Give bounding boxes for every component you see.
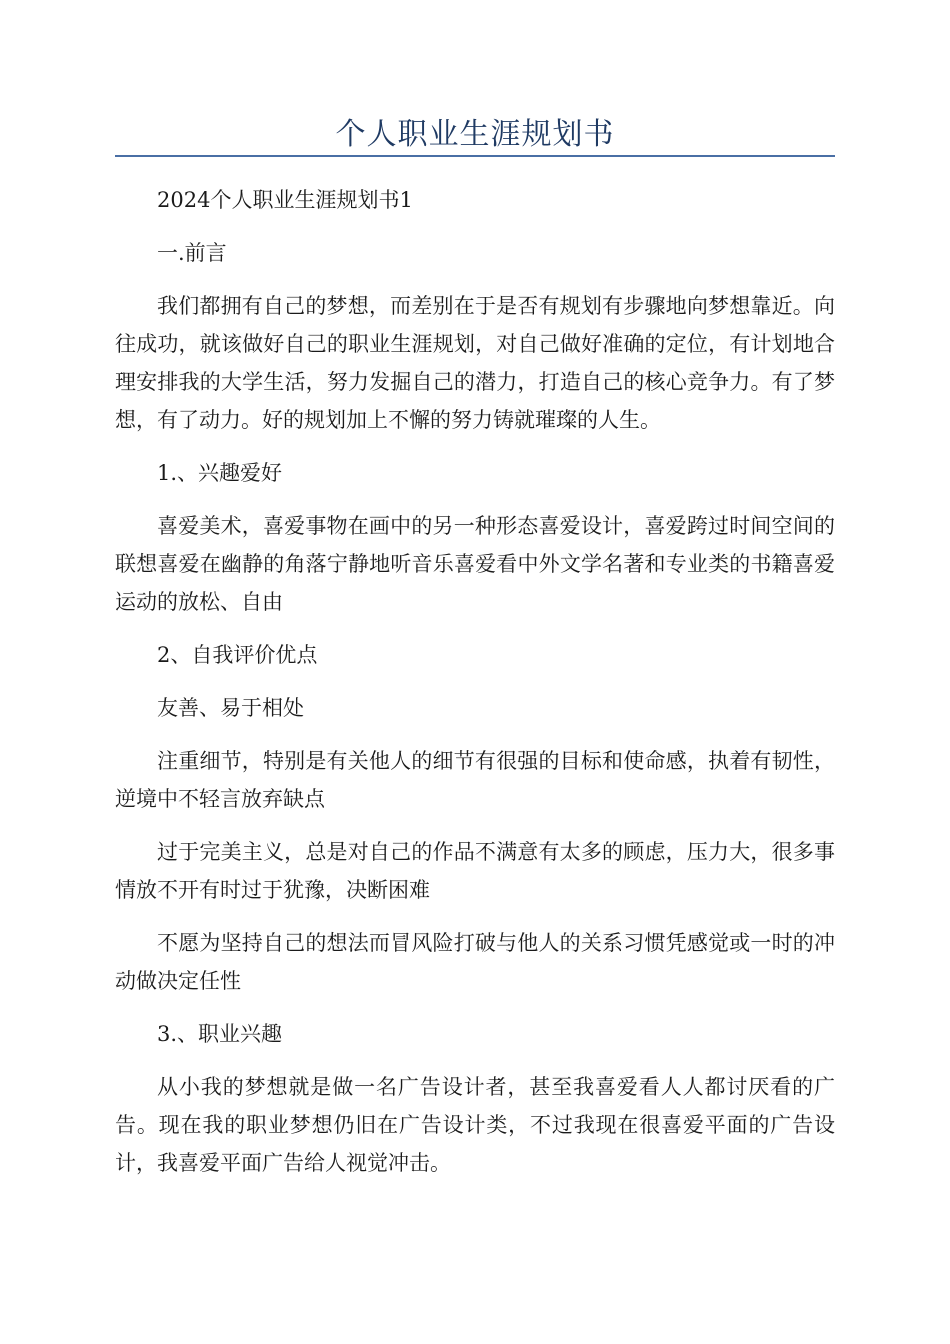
section-heading-interests: 1.、兴趣爱好	[157, 461, 283, 485]
career-interest-paragraph: 从小我的梦想就是做一名广告设计者，甚至我喜爱看人人都讨厌看的广告。现在我的职业梦想仍旧在广告设计类，不过我现在很喜爱平面的广告设计，我喜爱平面广告给人视觉冲击。	[115, 1075, 835, 1175]
interests-paragraph: 喜爱美术，喜爱事物在画中的另一种形态喜爱设计，喜爱跨过时间空间的联想喜爱在幽静的角落宁静地听音乐喜爱看中外文学名著和专业类的书籍喜爱运动的放松、自由	[115, 514, 835, 614]
strength-paragraph: 友善、易于相处	[157, 696, 304, 720]
preface-paragraph: 我们都拥有自己的梦想，而差别在于是否有规划有步骤地向梦想靠近。向往成功，就该做好自己的职业生涯规划，对自己做好准确的定位，有计划地合理安排我的大学生活，努力发掘自己的潜力，打造自己的核心竞争力。有了梦想，有了动力。好的规划加上不懈的努力铸就璀璨的人生。	[115, 294, 835, 432]
section-heading-preface: 一.前言	[157, 241, 227, 265]
weakness-paragraph: 过于完美主义，总是对自己的作品不满意有太多的顾虑，压力大，很多事情放不开有时过于犹豫，决断困难	[115, 840, 835, 902]
section-heading-career-interest: 3.、职业兴趣	[157, 1022, 283, 1046]
document-page	[115, 0, 835, 1197]
document-body	[115, 181, 835, 1182]
document-title: 个人职业生涯规划书	[335, 117, 615, 152]
strength-detail-paragraph: 注重细节，特别是有关他人的细节有很强的目标和使命感，执着有韧性，逆境中不轻言放弃缺点	[115, 749, 835, 811]
weakness-detail-paragraph: 不愿为坚持自己的想法而冒风险打破与他人的关系习惯凭感觉或一时的冲动做决定任性	[115, 931, 835, 993]
subtitle-paragraph: 2024个人职业生涯规划书1	[157, 188, 413, 212]
section-heading-self-evaluation: 2、自我评价优点	[157, 643, 318, 667]
title-underline	[115, 155, 835, 157]
